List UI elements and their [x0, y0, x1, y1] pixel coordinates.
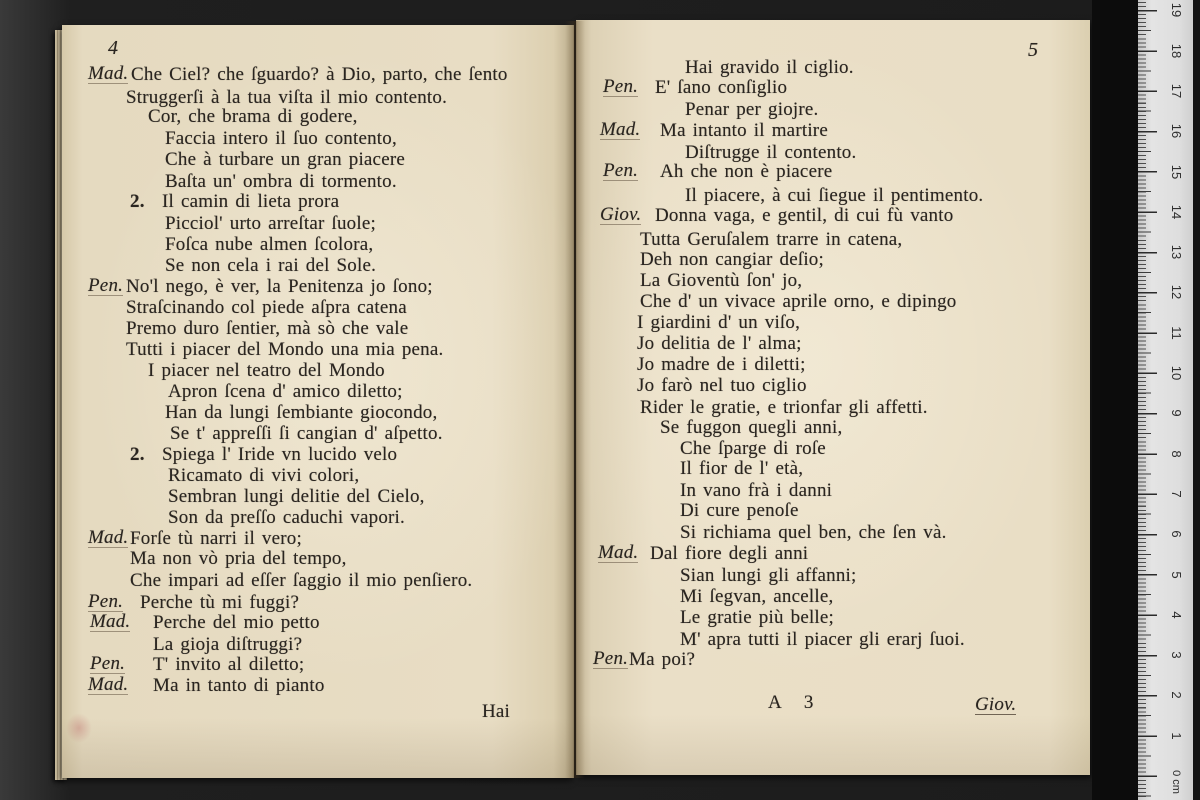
verse-text: Rider le gratie, e trionfar gli affetti. — [640, 397, 928, 418]
ruler-label: 10 — [1169, 365, 1184, 381]
verse-text: Il camin di lieta prora — [162, 191, 340, 212]
verse-line — [576, 375, 1090, 396]
verse-line — [62, 297, 574, 318]
verse-text: Il fior de l' età, — [680, 458, 804, 479]
verse-text: Donna vaga, e gentil, di cui fù vanto — [655, 205, 954, 226]
verse-text: Il piacere, à cui ſiegue il pentimento. — [685, 185, 984, 206]
verse-text: Ma non vò pria del tempo, — [130, 548, 347, 569]
stanza-marker: 2. — [130, 444, 145, 465]
verse-line — [576, 229, 1090, 250]
signature-mark: A 3 — [768, 692, 814, 713]
ruler-label: 18 — [1169, 43, 1184, 59]
verse-text: Son da preſſo caduchi vapori. — [168, 507, 405, 528]
verse-text: Ma poi? — [629, 649, 696, 670]
verse-line — [62, 255, 574, 276]
verse-text: Straſcinando col piede aſpra catena — [126, 297, 407, 318]
verse-line — [62, 654, 574, 675]
verse-text: La gioja diſtruggi? — [153, 634, 303, 655]
speaker-label: Mad. — [88, 674, 129, 695]
ruler-label: 15 — [1169, 164, 1184, 180]
verse-text: Picciol' urto arreſtar ſuole; — [165, 213, 376, 234]
speaker-label: Mad. — [600, 119, 641, 140]
ruler-label: 3 — [1169, 651, 1184, 659]
speaker-label: Mad. — [88, 63, 129, 84]
verse-line — [62, 444, 574, 465]
speaker-label: Pen. — [88, 591, 124, 612]
verse-line — [576, 629, 1090, 650]
verse-text: Le gratie più belle; — [680, 607, 835, 628]
speaker-label: Pen. — [593, 648, 629, 669]
speaker-label: Giov. — [600, 204, 642, 225]
verse-line — [62, 592, 574, 613]
verse-line — [576, 649, 1090, 670]
verse-text: Tutta Geruſalem trarre in catena, — [640, 229, 903, 250]
verse-text: M' apra tutti il piacer gli erarj ſuoi. — [680, 629, 965, 650]
verse-line — [62, 339, 574, 360]
verse-line — [62, 612, 574, 633]
verse-text: Perche tù mi fuggi? — [140, 592, 300, 613]
speaker-label: Mad. — [90, 611, 131, 632]
verse-text: Premo duro ſentier, mà sò che vale — [126, 318, 409, 339]
page-number: 5 — [1028, 39, 1039, 61]
verse-text: Sian lungi gli affanni; — [680, 565, 857, 586]
ruler-label: 1 — [1169, 732, 1184, 740]
verse-line — [62, 318, 574, 339]
verse-line — [576, 500, 1090, 521]
verse-text: La Gioventù ſon' jo, — [640, 270, 803, 291]
verse-text: I piacer nel teatro del Mondo — [148, 360, 385, 381]
verse-line — [576, 185, 1090, 206]
verse-text: Ah che non è piacere — [660, 161, 833, 182]
verse-line — [62, 634, 574, 655]
ruler-label: 7 — [1169, 490, 1184, 498]
verse-line — [576, 77, 1090, 98]
speaker-label: Pen. — [88, 275, 124, 296]
verse-line — [576, 354, 1090, 375]
verse-line — [62, 213, 574, 234]
verse-line — [62, 106, 574, 127]
ruler-label: 9 — [1169, 409, 1184, 417]
verse-text: Ma intanto il martire — [660, 120, 828, 141]
paper-stain — [66, 713, 92, 743]
verse-line — [62, 171, 574, 192]
verse-line — [62, 128, 574, 149]
verse-line — [62, 402, 574, 423]
speaker-label: Pen. — [90, 653, 126, 674]
ruler-label: 19 — [1169, 2, 1184, 18]
verse-line — [62, 87, 574, 108]
speaker-label: Pen. — [603, 76, 639, 97]
verse-line — [62, 528, 574, 549]
verse-line — [62, 423, 574, 444]
ruler-label: 8 — [1169, 450, 1184, 458]
verse-text: Spiega l' Iride vn lucido velo — [162, 444, 398, 465]
verse-text: Jo farò nel tuo ciglio — [637, 375, 807, 396]
verse-text: Che impari ad eſſer ſaggio il mio penſiero. — [130, 570, 473, 591]
verse-text: Han da lungi ſembiante giocondo, — [165, 402, 438, 423]
verse-line — [576, 438, 1090, 459]
verse-line — [576, 480, 1090, 501]
measuring-ruler — [1138, 0, 1193, 800]
verse-line — [576, 120, 1090, 141]
verse-text: Se fuggon quegli anni, — [660, 417, 843, 438]
dark-background-strip — [1092, 0, 1138, 800]
verse-text: In vano frà i danni — [680, 480, 833, 501]
verse-line — [576, 161, 1090, 182]
verse-text: Tutti i piacer del Mondo una mia pena. — [126, 339, 444, 360]
verse-text: Che d' un vivace aprile orno, e dipingo — [640, 291, 957, 312]
book-gutter — [565, 21, 585, 778]
verse-text: Se t' appreſſi ſi cangian d' aſpetto. — [170, 423, 443, 444]
dark-edge — [1193, 0, 1200, 800]
ruler-label: 16 — [1169, 123, 1184, 139]
ruler-label: 13 — [1169, 244, 1184, 260]
verse-text: No'l nego, è ver, la Penitenza jo ſono; — [126, 276, 433, 297]
verse-text: Si richiama quel ben, che ſen và. — [680, 522, 947, 543]
verse-line — [576, 397, 1090, 418]
right-page — [576, 20, 1090, 775]
verse-text: Che ſparge di roſe — [680, 438, 826, 459]
verse-line — [576, 57, 1090, 78]
ruler-label: 17 — [1169, 83, 1184, 99]
verse-text: Sembran lungi delitie del Cielo, — [168, 486, 425, 507]
verse-line — [62, 191, 574, 212]
verse-line — [62, 507, 574, 528]
verse-line — [576, 312, 1090, 333]
verse-line — [62, 675, 574, 696]
verse-text: Se non cela i rai del Sole. — [165, 255, 377, 276]
verse-text: Hai gravido il ciglio. — [685, 57, 854, 78]
ruler-label: 6 — [1169, 530, 1184, 538]
verse-text: Forſe tù narri il vero; — [130, 528, 302, 549]
verse-text: Cor, che brama di godere, — [148, 106, 358, 127]
verse-text: Ricamato di vivi colori, — [168, 465, 360, 486]
verse-line — [62, 64, 574, 85]
verse-text: Faccia intero il ſuo contento, — [165, 128, 397, 149]
verse-line — [576, 586, 1090, 607]
verse-text: E' ſano conſiglio — [655, 77, 788, 98]
verse-text: Jo madre de i diletti; — [637, 354, 806, 375]
verse-text: Dal fiore degli anni — [650, 543, 809, 564]
verse-text: Struggerſi à la tua viſta il mio contento. — [126, 87, 448, 108]
ruler-label: 12 — [1169, 284, 1184, 300]
speaker-label: Mad. — [598, 542, 639, 563]
verse-text: Che à turbare un gran piacere — [165, 149, 405, 170]
verse-text: Deh non cangiar deſio; — [640, 249, 824, 270]
verse-text: Baſta un' ombra di tormento. — [165, 171, 397, 192]
verse-text: Mi ſegvan, ancelle, — [680, 586, 834, 607]
stanza-marker: 2. — [130, 191, 145, 212]
verse-line — [62, 548, 574, 569]
speaker-label: Mad. — [88, 527, 129, 548]
catchword: Hai — [482, 701, 511, 722]
page-number: 4 — [108, 37, 119, 59]
ruler-cm-ticks — [1138, 10, 1157, 800]
verse-line — [62, 149, 574, 170]
verse-line — [62, 276, 574, 297]
verse-text: Ma in tanto di pianto — [153, 675, 325, 696]
verse-line — [576, 205, 1090, 226]
ruler-label: 4 — [1169, 611, 1184, 619]
ruler-label: 14 — [1169, 204, 1184, 220]
verse-line — [576, 249, 1090, 270]
verse-text: Penar per giojre. — [685, 99, 819, 120]
verse-line — [62, 486, 574, 507]
verse-line — [576, 99, 1090, 120]
verse-line — [62, 381, 574, 402]
verse-line — [62, 570, 574, 591]
verse-line — [576, 417, 1090, 438]
verse-text: Foſca nube almen ſcolora, — [165, 234, 374, 255]
verse-line — [576, 142, 1090, 163]
verse-line — [576, 333, 1090, 354]
verse-line — [576, 565, 1090, 586]
left-page — [62, 25, 574, 778]
verse-line — [62, 465, 574, 486]
verse-line — [576, 270, 1090, 291]
verse-line — [576, 522, 1090, 543]
verse-line — [576, 607, 1090, 628]
ruler-label: 11 — [1169, 326, 1184, 340]
verse-text: Di cure penoſe — [680, 500, 799, 521]
verse-text: I giardini d' un viſo, — [637, 312, 801, 333]
verse-text: Diſtrugge il contento. — [685, 142, 857, 163]
verse-text: Perche del mio petto — [153, 612, 320, 633]
ruler-label: 5 — [1169, 571, 1184, 579]
ruler-label: 2 — [1169, 691, 1184, 699]
catchword: Giov. — [975, 694, 1017, 715]
verse-line — [62, 360, 574, 381]
speaker-label: Pen. — [603, 160, 639, 181]
verse-text: T' invito al diletto; — [153, 654, 305, 675]
verse-line — [62, 234, 574, 255]
ruler-origin-label: 0 cm — [1170, 770, 1182, 794]
verse-line — [576, 291, 1090, 312]
verse-line — [576, 458, 1090, 479]
verse-text: Che Ciel? che ſguardo? à Dio, parto, che ſento — [131, 64, 508, 85]
verse-line — [576, 543, 1090, 564]
verse-text: Jo delitia de l' alma; — [637, 333, 802, 354]
verse-text: Apron ſcena d' amico diletto; — [168, 381, 403, 402]
